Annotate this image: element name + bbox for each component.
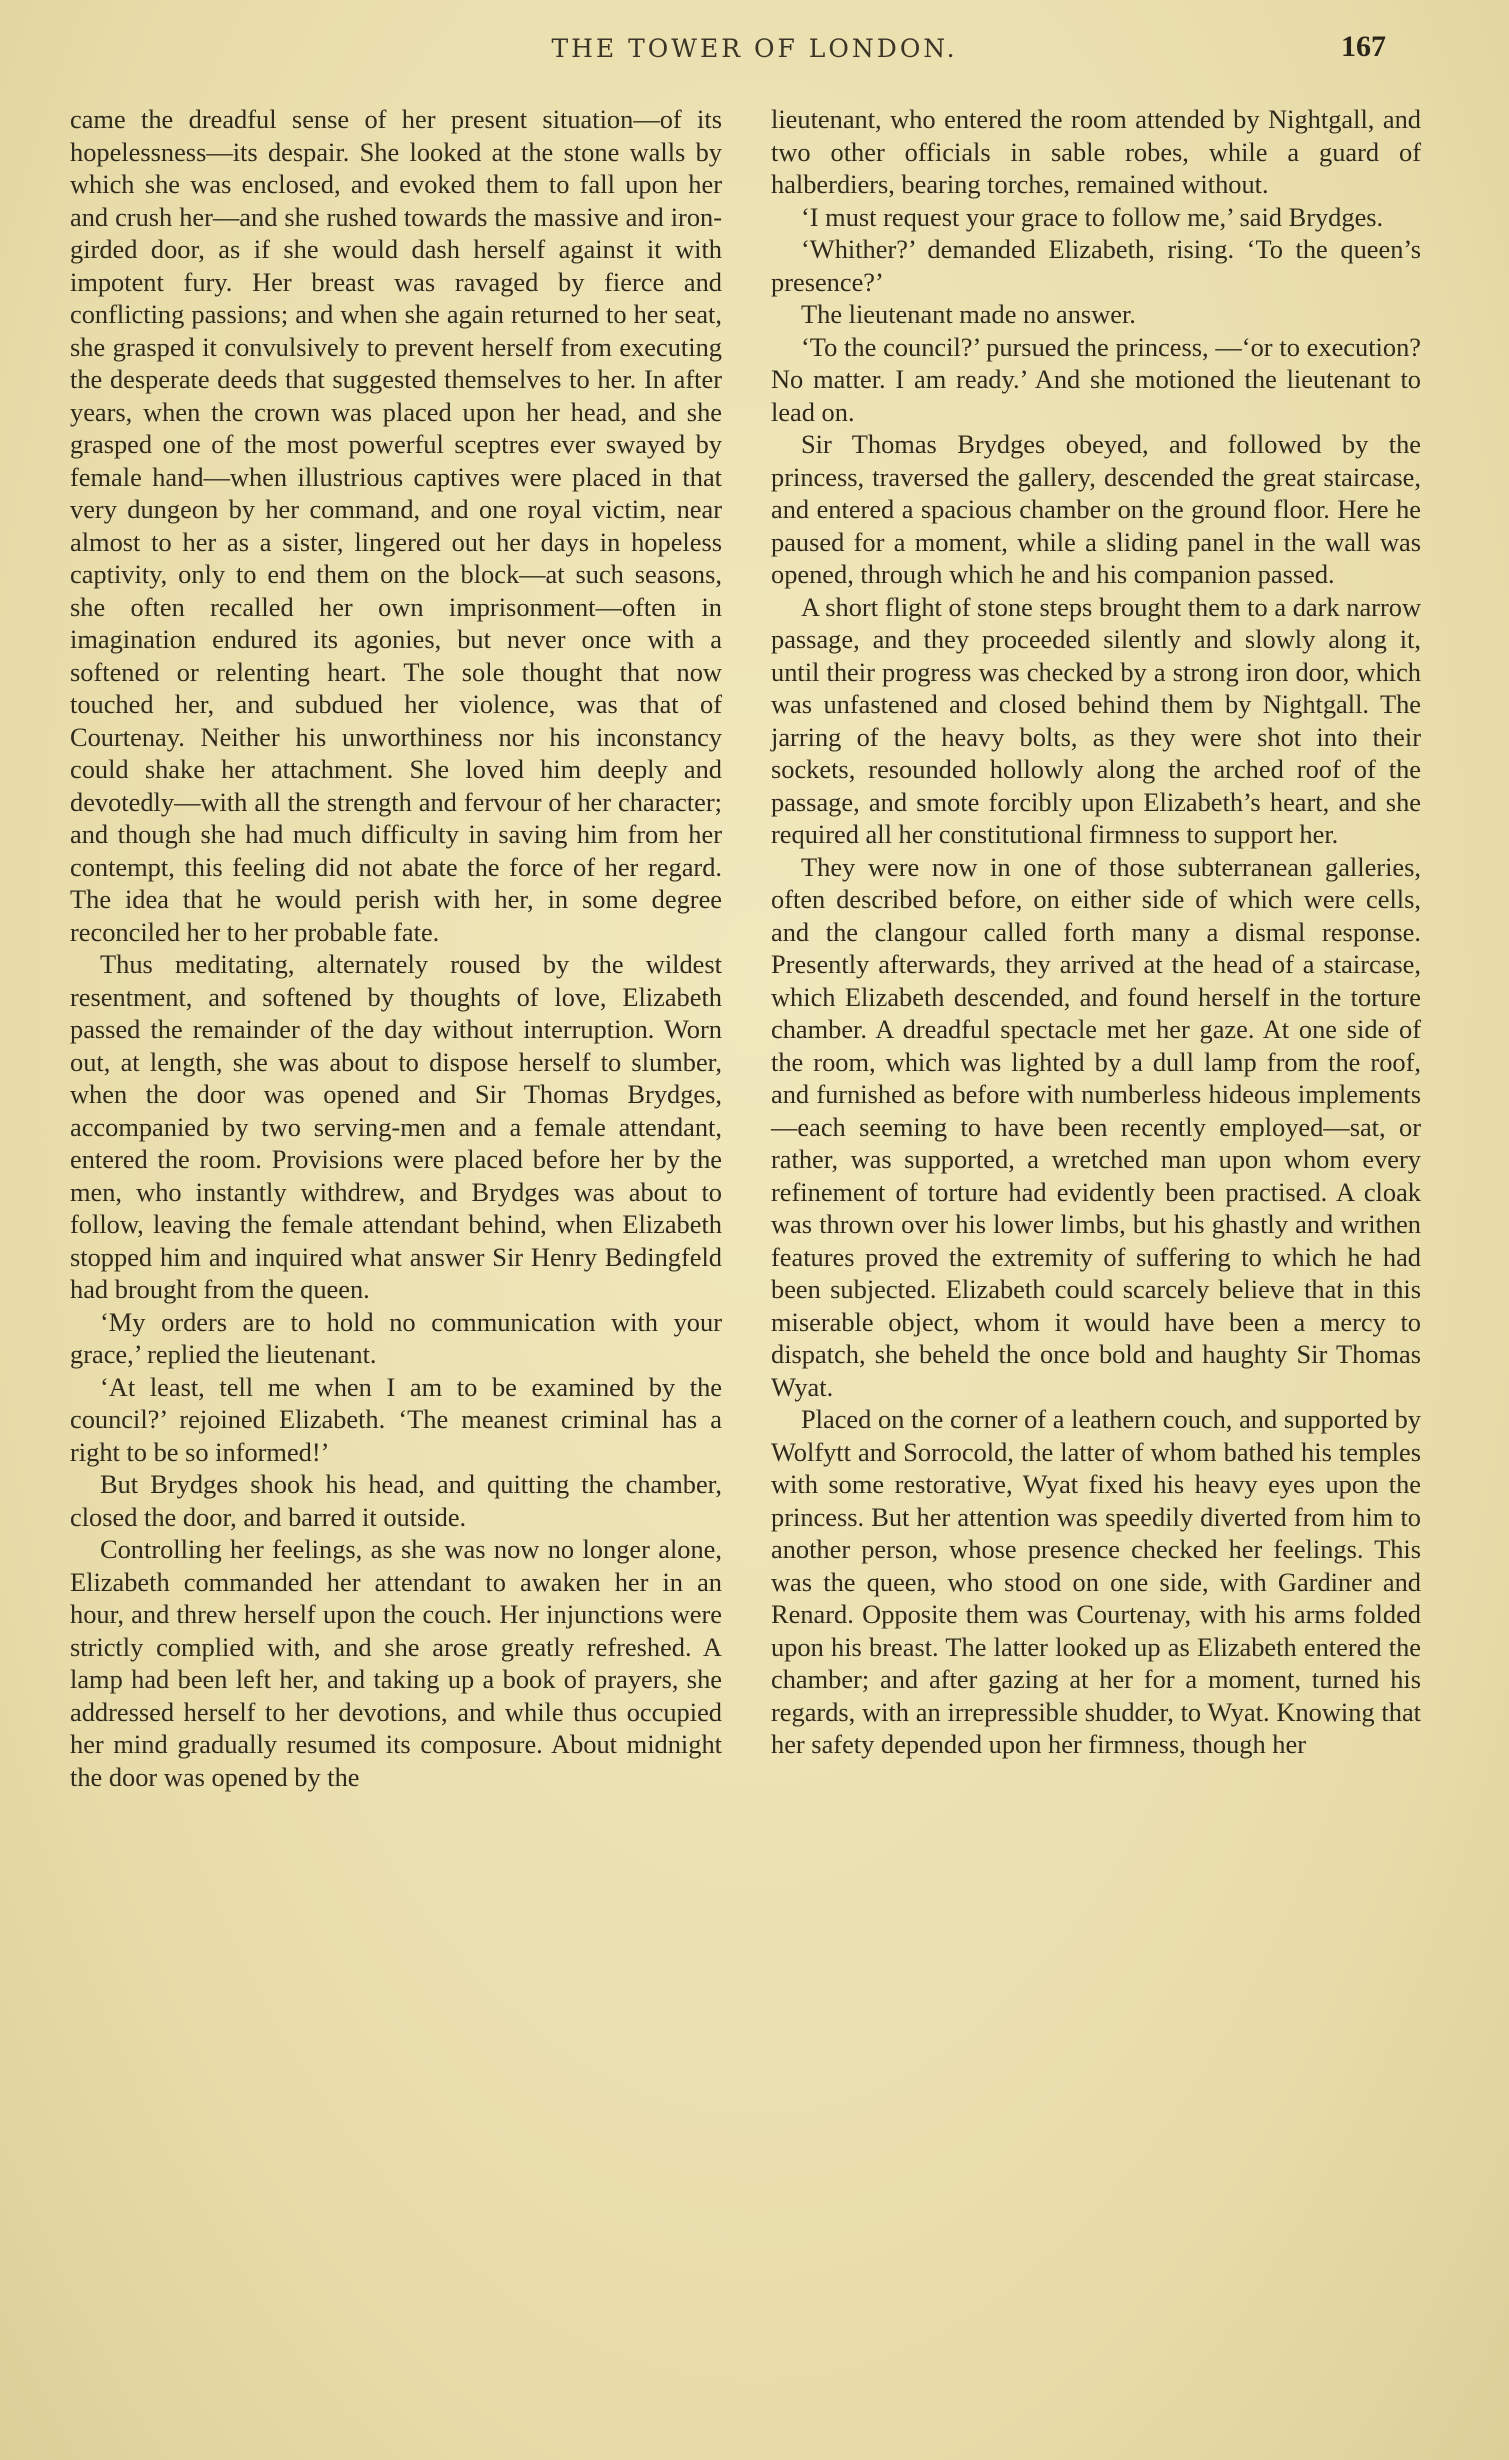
right-column (771, 103, 1421, 1761)
paragraph: A short flight of stone steps brought them to a dark narrow passage, and they proceeded silently and slowly along it, until their progress was checked by a strong iron door, which was unfastened and closed behind them by Nightgall. The jarring of the heavy bolts, as they were shot into their sockets, resounded hollowly along the arched roof of the passage, and smote forcibly upon Elizabeth’s heart, and she required all her constitutional firmness to support her. (771, 591, 1421, 849)
page-number: 167 (1341, 30, 1386, 63)
paragraph: ‘Whither?’ demanded Elizabeth, rising. ‘To the queen’s presence?’ (771, 234, 1421, 297)
paragraph: The lieutenant made no answer. (801, 299, 1136, 329)
paragraph: ‘To the council?’ pursued the princess, —‘or to execution? No matter. I am ready.’ And she motioned the lieutenant to lead on. (771, 331, 1421, 427)
running-title: THE TOWER OF LONDON. (551, 34, 958, 63)
paragraph: came the dreadful sense of her present situation—of its hopelessness—its despair. She looked at the stone walls by which she was enclosed, and evoked them to fall upon her and crush her—and she rushed towards the massive and iron-girded door, as if she would dash herself against it with impotent fury. Her breast was ravaged by fierce and conflicting passions; and when she again returned to her seat, she grasped it convulsively to prevent herself from executing the desperate deeds that suggested themselves to her. In after years, when the crown was placed upon her head, and she grasped one of the most powerful sceptres ever swayed by female hand—when illustrious captives were placed in that very dungeon by her command, and one royal victim, near almost to her as a sister, lingered out her days in hopeless captivity, only to end them on the block—at such seasons, she often recalled her own imprisonment—often in imagination endured its agonies, but never once with a softened or relenting heart. The sole thought that now touched her, and subdued her violence, was that of Courtenay. Neither his unworthiness nor his inconstancy could shake her attachment. She loved him deeply and devotedly—with all the strength and fervour of her character; and though she had much difficulty in saving him from her contempt, this feeling did not abate the force of her regard. The idea that he would perish with her, in some degree reconciled her to her probable fate. (70, 104, 722, 947)
paragraph: lieutenant, who entered the room attended by Nightgall, and two other officials in sable robes, while a guard of halberdiers, bearing torches, remained without. (771, 104, 1421, 199)
paragraph: Controlling her feelings, as she was now no longer alone, Elizabeth commanded her attendant to awaken her in an hour, and threw herself upon the couch. Her injunctions were strictly complied with, and she arose greatly refreshed. A lamp had been left her, and taking up a book of prayers, she addressed herself to her devotions, and while thus occupied her mind gradually resumed its composure. About midnight the door was opened by the (70, 1534, 722, 1792)
left-column (70, 103, 722, 1793)
paragraph: But Brydges shook his head, and quitting the chamber, closed the door, and barred it outside. (70, 1469, 722, 1532)
page-header (0, 28, 1509, 72)
paragraph: Placed on the corner of a leathern couch, and supported by Wolfytt and Sorrocold, the latter of whom bathed his temples with some restorative, Wyat fixed his heavy eyes upon the princess. But her attention was speedily diverted from him to another person, whose presence checked her feelings. This was the queen, who stood on one side, with Gardiner and Renard. Opposite them was Courtenay, with his arms folded upon his breast. The latter looked up as Elizabeth entered the chamber; and after gazing at her for a moment, turned his regards, with an irrepressible shudder, to Wyat. Knowing that her safety depended upon her firmness, though her (771, 1404, 1421, 1759)
paragraph: Sir Thomas Brydges obeyed, and followed by the princess, traversed the gallery, descended the great staircase, and entered a spacious chamber on the ground floor. Here he paused for a moment, while a sliding panel in the wall was opened, through which he and his companion passed. (771, 429, 1421, 589)
paragraph: ‘My orders are to hold no communication with your grace,’ replied the lieutenant. (70, 1306, 722, 1369)
paragraph: They were now in one of those subterranean galleries, often described before, on either side of which were cells, and the clangour called forth many a dismal response. Presently afterwards, they arrived at the head of a staircase, which Elizabeth descended, and found herself in the torture chamber. A dreadful spectacle met her gaze. At one side of the room, which was lighted by a dull lamp from the roof, and furnished as before with numberless hideous implements—each seeming to have been recently employed—sat, or rather, was supported, a wretched man upon whom every refinement of torture had evidently been practised. A cloak was thrown over his lower limbs, but his ghastly and writhen features proved the extremity of suffering to which he had been subjected. Elizabeth could scarcely believe that in this miserable object, whom it would have been a mercy to dispatch, she beheld the once bold and haughty Sir Thomas Wyat. (771, 851, 1421, 1402)
paragraph: Thus meditating, alternately roused by the wildest resentment, and softened by thoughts of love, Elizabeth passed the remainder of the day without interruption. Worn out, at length, she was about to dispose herself to slumber, when the door was opened and Sir Thomas Brydges, accompanied by two serving-men and a female attendant, entered the room. Provisions were placed before her by the men, who instantly withdrew, and Brydges was about to follow, leaving the female attendant behind, when Elizabeth stopped him and inquired what answer Sir Henry Bedingfeld had brought from the queen. (70, 949, 722, 1304)
paragraph: ‘I must request your grace to follow me,’ said Brydges. (801, 201, 1384, 232)
paragraph: ‘At least, tell me when I am to be examined by the council?’ rejoined Elizabeth. ‘The meanest criminal has a right to be so informed!’ (70, 1371, 722, 1467)
